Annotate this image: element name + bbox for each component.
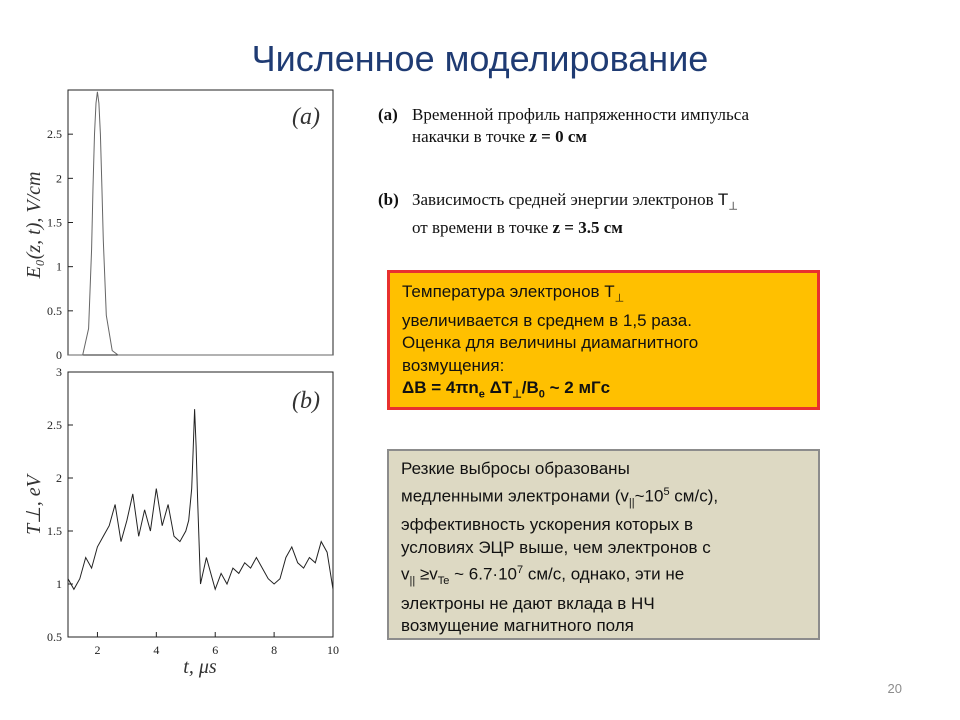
figure-panels — [0, 80, 360, 690]
caption-a-line1: Временной профиль напряженности импульса — [412, 105, 750, 124]
panel-b-label: (b) — [292, 388, 320, 414]
temp-line3: Оценка для величины диамагнитного — [402, 333, 699, 353]
spikes-line4: условиях ЭЦР выше, чем электронов с — [401, 537, 711, 557]
panel-b-xlabel: t, μs — [183, 656, 217, 678]
caption-a-tag: (a) — [378, 105, 398, 124]
caption-a-line2: накачки в точке — [412, 127, 530, 146]
y-tick-label: 0 — [56, 348, 62, 362]
temp-line1-sub: ⊥ — [614, 292, 625, 305]
caption-b-tag: (b) — [378, 190, 399, 209]
panel-a — [23, 90, 333, 362]
page-number: 20 — [887, 681, 902, 696]
temp-line2: увеличивается в среднем в 1,5 раза. — [402, 310, 692, 330]
x-tick-label: 4 — [153, 643, 160, 657]
spikes-line5: $v_{||} \ge v_{Te}$ ~ $6.7\cdot 10^7$ см/с, однако, эти не — [401, 564, 685, 588]
panel-b-series-line — [68, 409, 333, 589]
y-tick-label: 1 — [56, 259, 62, 274]
panel-b-ylabel: T⊥, eV — [23, 475, 45, 535]
caption-b-symbol: T — [717, 190, 729, 209]
y-tick-label: 0.5 — [47, 630, 62, 644]
panel-a-series-line — [68, 92, 333, 355]
y-tick-label: 3 — [56, 365, 62, 379]
caption-b-symbol-sub: ⊥ — [728, 200, 738, 213]
y-tick-label: 2 — [56, 171, 62, 186]
temperature-note-box — [387, 270, 820, 410]
slide-title: Численное моделирование — [251, 38, 709, 79]
y-tick-label: 1.5 — [47, 215, 62, 230]
caption-a-location: z = 0 см — [529, 127, 587, 146]
spikes-line6: электроны не дают вклада в НЧ — [401, 593, 655, 613]
y-tick-label: 0.5 — [47, 303, 62, 318]
panel-a-ylabel: E₀(z, t), V/cm — [23, 171, 45, 279]
x-tick-label: 2 — [94, 643, 101, 657]
caption-b-location: z = 3.5 см — [552, 218, 623, 238]
y-tick-label: 2.5 — [47, 418, 62, 432]
temp-line4: возмущения: — [402, 355, 505, 375]
spikes-line7: возмущение магнитного поля — [401, 616, 634, 636]
caption-a — [378, 104, 848, 148]
caption-b-line2: от времени в точке — [412, 218, 553, 238]
spikes-line2: медленными электронами ($v_{||}\sim 10^5$ см/с), — [401, 485, 719, 509]
x-tick-label: 10 — [327, 643, 339, 657]
caption-b — [378, 189, 848, 239]
x-tick-label: 6 — [212, 643, 219, 657]
spikes-line1: Резкие выбросы образованы — [401, 459, 630, 478]
caption-b-line1: Зависимость средней энергии электронов — [412, 190, 718, 209]
temp-line1: Температура электронов T — [402, 282, 615, 301]
spikes-note-box — [387, 449, 820, 640]
y-tick-label: 1 — [56, 577, 62, 591]
y-tick-label: 1.5 — [47, 524, 62, 538]
y-tick-label: 2 — [56, 471, 62, 485]
spikes-line3: эффективность ускорения которых в — [401, 515, 694, 535]
y-tick-label: 2.5 — [47, 127, 62, 142]
x-tick-label: 8 — [271, 643, 278, 657]
diamagnetic-formula: $\Delta B = 4\pi n_e$ $\Delta T_\perp/B_0$ ~ 2 мГс — [402, 378, 611, 401]
panel-b — [23, 365, 339, 678]
panel-a-label: (a) — [292, 104, 320, 130]
